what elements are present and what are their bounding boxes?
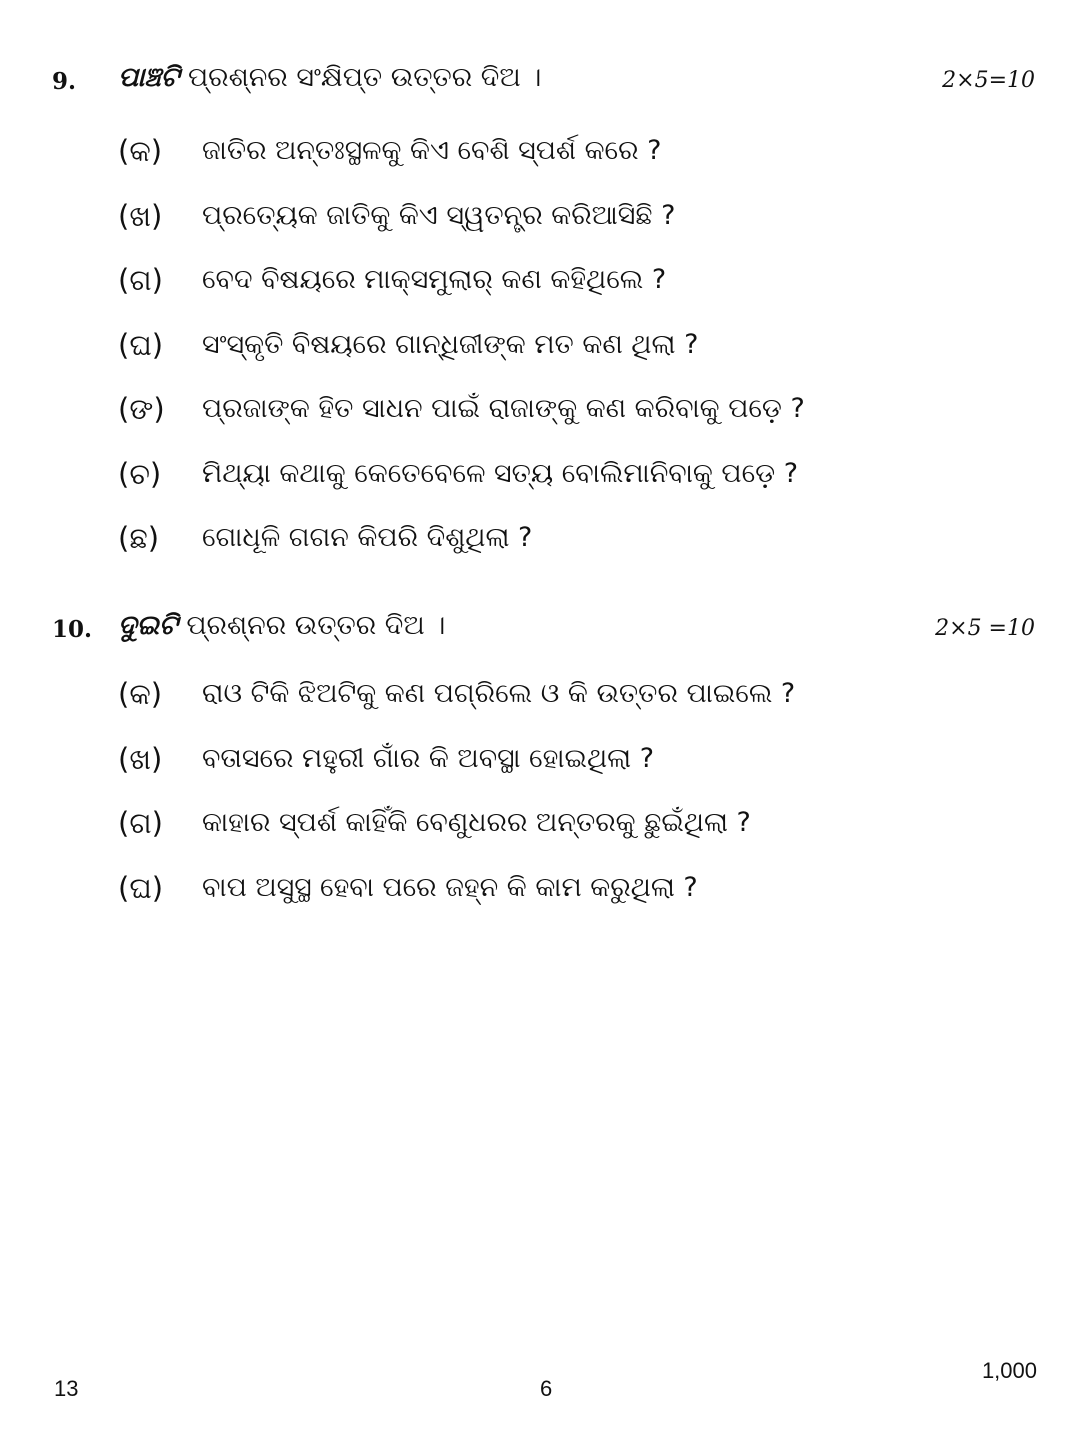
question-9-header	[0, 60, 1091, 104]
instruction-text: ପ୍ରଶ୍ନର ଉତ୍ତର ଦିଅ ।	[177, 610, 446, 641]
question-10-header	[0, 608, 1091, 652]
subquestion-text: ଗୋଧୂଳି ଗଗନ କିପରି ଦିଶୁଥିଲା ?	[202, 522, 533, 553]
footer-count: 1,000	[981, 1358, 1037, 1383]
subquestion	[118, 871, 1038, 936]
subquestion-label: (ଖ)	[118, 198, 163, 233]
question-number: 9.	[52, 68, 77, 95]
subquestion-label: (ଖ)	[118, 741, 163, 776]
subquestion-label: (ଘ)	[118, 327, 164, 362]
subquestion-label: (ଘ)	[118, 870, 164, 905]
subquestion-label: (ଚ)	[118, 456, 162, 491]
question-instruction	[118, 62, 541, 94]
subquestion-label: (କ)	[118, 677, 163, 711]
subquestion	[118, 263, 1038, 328]
subquestion	[118, 457, 1038, 522]
subquestion	[118, 328, 1038, 393]
subquestion-label: (କ)	[118, 134, 163, 168]
question-marks: 2×5=10	[942, 68, 1035, 93]
instruction-emphasis: ପାଞ୍ଚଟି	[118, 62, 180, 93]
subquestion-text: ଜାତିର ଅନ୍ତଃସ୍ଥଳକୁ କିଏ ବେଶି ସ୍ପର୍ଶ କରେ ?	[202, 135, 662, 166]
question-marks: 2×5 =10	[935, 616, 1035, 641]
page-number: 6	[540, 1376, 553, 1401]
subquestion	[118, 392, 1038, 457]
subquestion-text: ପ୍ରତ୍ୟେକ ଜାତିକୁ କିଏ ସ୍ୱତନ୍ତ୍ର କରିଆସିଛି ?	[202, 199, 676, 231]
question-number: 10.	[52, 616, 93, 643]
instruction-text: ପ୍ରଶ୍ନର ସଂକ୍ଷିପ୍ତ ଉତ୍ତର ଦିଅ ।	[179, 62, 542, 93]
subquestion-text: ବତାସରେ ମହୁରୀ ଗାଁର କି ଅବସ୍ଥା ହୋଇଥିଲା ?	[202, 742, 655, 774]
subquestion	[118, 199, 1038, 264]
subquestion-label: (ଗ)	[118, 263, 163, 297]
footer-code: 13	[54, 1376, 79, 1401]
question-instruction	[118, 610, 445, 642]
subquestion-label: (ଗ)	[118, 806, 163, 840]
subquestion-text: ବାପ ଅସୁସ୍ଥ ହେବା ପରେ ଜହ୍ନ କି କାମ କରୁଥିଲା ?	[202, 871, 698, 903]
subquestion	[118, 806, 1038, 871]
question-9-subquestions	[118, 134, 1038, 586]
subquestion	[118, 742, 1038, 807]
subquestion-label: (ଛ)	[118, 521, 160, 555]
subquestion-label: (ଙ)	[118, 392, 165, 426]
question-10-subquestions	[118, 677, 1038, 935]
subquestion-text: କାହାର ସ୍ପର୍ଶ କାହିଁକି ବେଣୁଧରର ଅନ୍ତରକୁ ଛୁଇଁଥିଲା ?	[202, 807, 751, 838]
subquestion-text: ରାଓ ଟିକି ଝିଅଟିକୁ କଣ ପଗ୍ରିଲେ ଓ କି ଉତ୍ତର ପାଇଲେ ?	[202, 678, 796, 709]
subquestion	[118, 134, 1038, 199]
subquestion-text: ସଂସ୍କୃତି ବିଷୟରେ ଗାନ୍ଧିଜୀଙ୍କ ମତ କଣ ଥିଲା ?	[202, 328, 699, 360]
subquestion	[118, 521, 1038, 586]
subquestion-text: ମିଥ୍ୟା କଥାକୁ କେତେବେଳେ ସତ୍ୟ ବୋଲିମାନିବାକୁ ପଡ଼େ ?	[202, 457, 799, 489]
subquestion	[118, 677, 1038, 742]
instruction-emphasis: ଦୁଇଟି	[118, 610, 178, 641]
subquestion-text: ବେଦ ବିଷୟରେ ମାକ୍ସମୁଲାର୍ କଣ କହିଥିଲେ ?	[202, 264, 667, 295]
subquestion-text: ପ୍ରଜାଙ୍କ ହିତ ସାଧନ ପାଇଁ ରାଜାଙ୍କୁ କଣ କରିବାକୁ ପଡ଼େ ?	[202, 393, 805, 424]
